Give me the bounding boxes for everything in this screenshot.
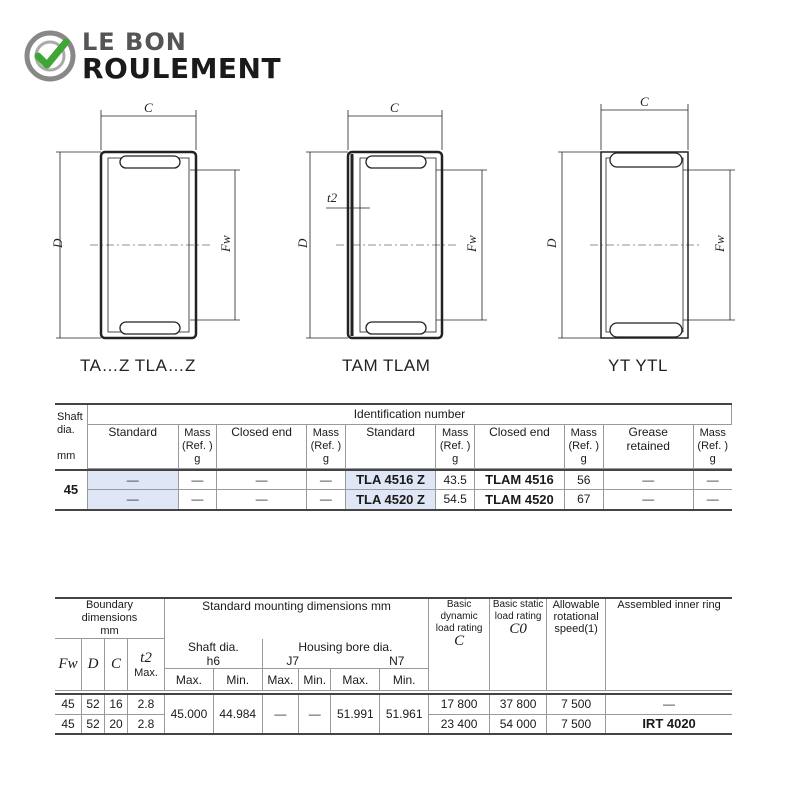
g-1: g	[194, 452, 201, 465]
speed-row1: 7 500	[547, 694, 606, 714]
dimensions-table	[55, 597, 732, 735]
mass3-row1: 43.5	[436, 470, 475, 490]
shaft-value: 45	[55, 470, 87, 510]
mass1-row2: —	[178, 490, 217, 510]
g-3: g	[452, 452, 459, 465]
shaft-min: 44.984	[213, 694, 262, 734]
t2-row2: 2.8	[128, 714, 165, 734]
c-header: C	[105, 639, 128, 691]
g-4: g	[580, 452, 587, 465]
std1-row1: —	[87, 470, 178, 490]
std2-row1: TLA 4516 Z	[345, 470, 436, 490]
diagram-label-1: TA…Z TLA…Z	[80, 356, 196, 375]
d-header: D	[82, 639, 105, 691]
shaft-max-header: Max.	[165, 669, 214, 691]
shaft-dia-header	[165, 639, 263, 669]
mass-header-4	[564, 424, 603, 468]
housing-header	[262, 639, 428, 669]
mass1-row1: —	[178, 470, 217, 490]
logo-line1: LE BON	[82, 28, 187, 56]
diagram-label-2: TAM TLAM	[342, 356, 431, 375]
speed-row2: 7 500	[547, 714, 606, 734]
shaft-min-header: Min.	[213, 669, 262, 691]
c0-label: C0	[509, 621, 527, 637]
j7-label: J7	[286, 654, 300, 668]
mass2-row1: —	[307, 470, 346, 490]
dim-c-2: C	[390, 100, 399, 115]
j7-min: —	[299, 694, 331, 734]
t2-max: Max.	[134, 667, 158, 679]
dim-fw-1: Fw	[218, 235, 233, 252]
mass-label-1: Mass (Ref. )	[182, 426, 213, 452]
grease-row1: —	[603, 470, 693, 490]
dim-d-3: D	[544, 238, 559, 248]
dyn-label: Basic dynamic load rating	[435, 599, 483, 634]
dim-fw-3: Fw	[712, 235, 727, 252]
brand-logo	[24, 28, 304, 84]
mass5-row2: —	[693, 490, 731, 510]
bearing-diagrams	[0, 90, 800, 350]
fw-row2: 45	[55, 714, 82, 734]
d-row1: 52	[82, 694, 105, 714]
grease-header: Grease retained	[603, 424, 693, 468]
closed-header-2: Closed end	[474, 424, 564, 468]
mass5-row1: —	[693, 470, 731, 490]
dim-d-1: D	[50, 238, 65, 248]
mass-header-5	[693, 424, 731, 468]
mass-label-5: Mass (Ref. )	[697, 426, 728, 452]
g-5: g	[709, 452, 716, 465]
mass-header-1	[178, 424, 217, 468]
closed2-row1: TLAM 4516	[474, 470, 564, 490]
bearing-check-icon	[24, 30, 76, 82]
diagram-ta-z	[56, 110, 240, 338]
diagram-label-3: YT YTL	[608, 356, 669, 375]
n7-label: N7	[389, 654, 405, 668]
closed-header-1: Closed end	[217, 424, 307, 468]
h6-label: h6	[206, 654, 221, 668]
stat-header	[490, 598, 547, 691]
dim-d-2: D	[295, 238, 310, 248]
shaft-header: Shaft dia.	[57, 410, 83, 436]
mass-header-3	[436, 424, 475, 468]
dyn-row1: 17 800	[429, 694, 490, 714]
diagram-tam	[306, 110, 487, 338]
mounting-header: Standard mounting dimensions mm	[165, 598, 429, 639]
d-row2: 52	[82, 714, 105, 734]
stat-label: Basic static load rating	[492, 599, 544, 622]
stat-row2: 54 000	[490, 714, 547, 734]
inner-header: Assembled inner ring	[606, 598, 732, 691]
fw-header: Fw	[55, 639, 82, 691]
cr-label: C	[454, 633, 465, 649]
c-row1: 16	[105, 694, 128, 714]
dim-t2: t2	[327, 190, 338, 205]
mass4-row1: 56	[564, 470, 603, 490]
j7-max-header: Max.	[262, 669, 298, 691]
fw-row1: 45	[55, 694, 82, 714]
closed2-row2: TLAM 4520	[474, 490, 564, 510]
t2-label: t2	[140, 650, 152, 666]
mass-header-2	[307, 424, 346, 468]
j7-min-header: Min.	[299, 669, 331, 691]
dim-c-3: C	[640, 94, 649, 109]
j7-max: —	[262, 694, 298, 734]
n7-min-header: Min.	[380, 669, 429, 691]
dim-fw-2: Fw	[464, 235, 479, 252]
dyn-row2: 23 400	[429, 714, 490, 734]
g-2: g	[322, 452, 329, 465]
t2-row1: 2.8	[128, 694, 165, 714]
shaft-header-cell	[55, 404, 87, 470]
mass4-row2: 67	[564, 490, 603, 510]
dyn-header	[429, 598, 490, 691]
boundary-header	[55, 598, 165, 639]
housing-label: Housing bore dia.	[298, 640, 393, 654]
mass-label-4: Mass (Ref. )	[568, 426, 600, 452]
n7-max: 51.991	[331, 694, 380, 734]
dim-c-1: C	[144, 100, 153, 115]
ident-header: Identification number	[87, 404, 731, 424]
mass3-row2: 54.5	[436, 490, 475, 510]
diagram-yt	[558, 104, 735, 338]
inner-row2: IRT 4020	[606, 714, 732, 734]
std-header-1: Standard	[87, 424, 178, 468]
identification-table	[55, 403, 732, 511]
n7-max-header: Max.	[331, 669, 380, 691]
n7-min: 51.961	[380, 694, 429, 734]
logo-line2: ROULEMENT	[82, 52, 282, 85]
shaft-max: 45.000	[165, 694, 214, 734]
speed-header: Allowable rotational speed(1)	[547, 598, 606, 691]
boundary-mm: mm	[100, 625, 119, 637]
boundary-label: Boundary dimensions	[81, 599, 138, 624]
shaft-dia-label: Shaft dia.	[187, 640, 239, 654]
t2-header	[128, 639, 165, 691]
std2-row2: TLA 4520 Z	[345, 490, 436, 510]
mass-label-3: Mass (Ref. )	[439, 426, 471, 452]
closed1-row2: —	[217, 490, 307, 510]
grease-row2: —	[603, 490, 693, 510]
std-header-2: Standard	[345, 424, 436, 468]
c-row2: 20	[105, 714, 128, 734]
mass-label-2: Mass (Ref. )	[310, 426, 342, 452]
shaft-mm: mm	[57, 449, 76, 462]
closed1-row1: —	[217, 470, 307, 490]
mass2-row2: —	[307, 490, 346, 510]
stat-row1: 37 800	[490, 694, 547, 714]
std1-row2: —	[87, 490, 178, 510]
inner-row1: —	[606, 694, 732, 714]
